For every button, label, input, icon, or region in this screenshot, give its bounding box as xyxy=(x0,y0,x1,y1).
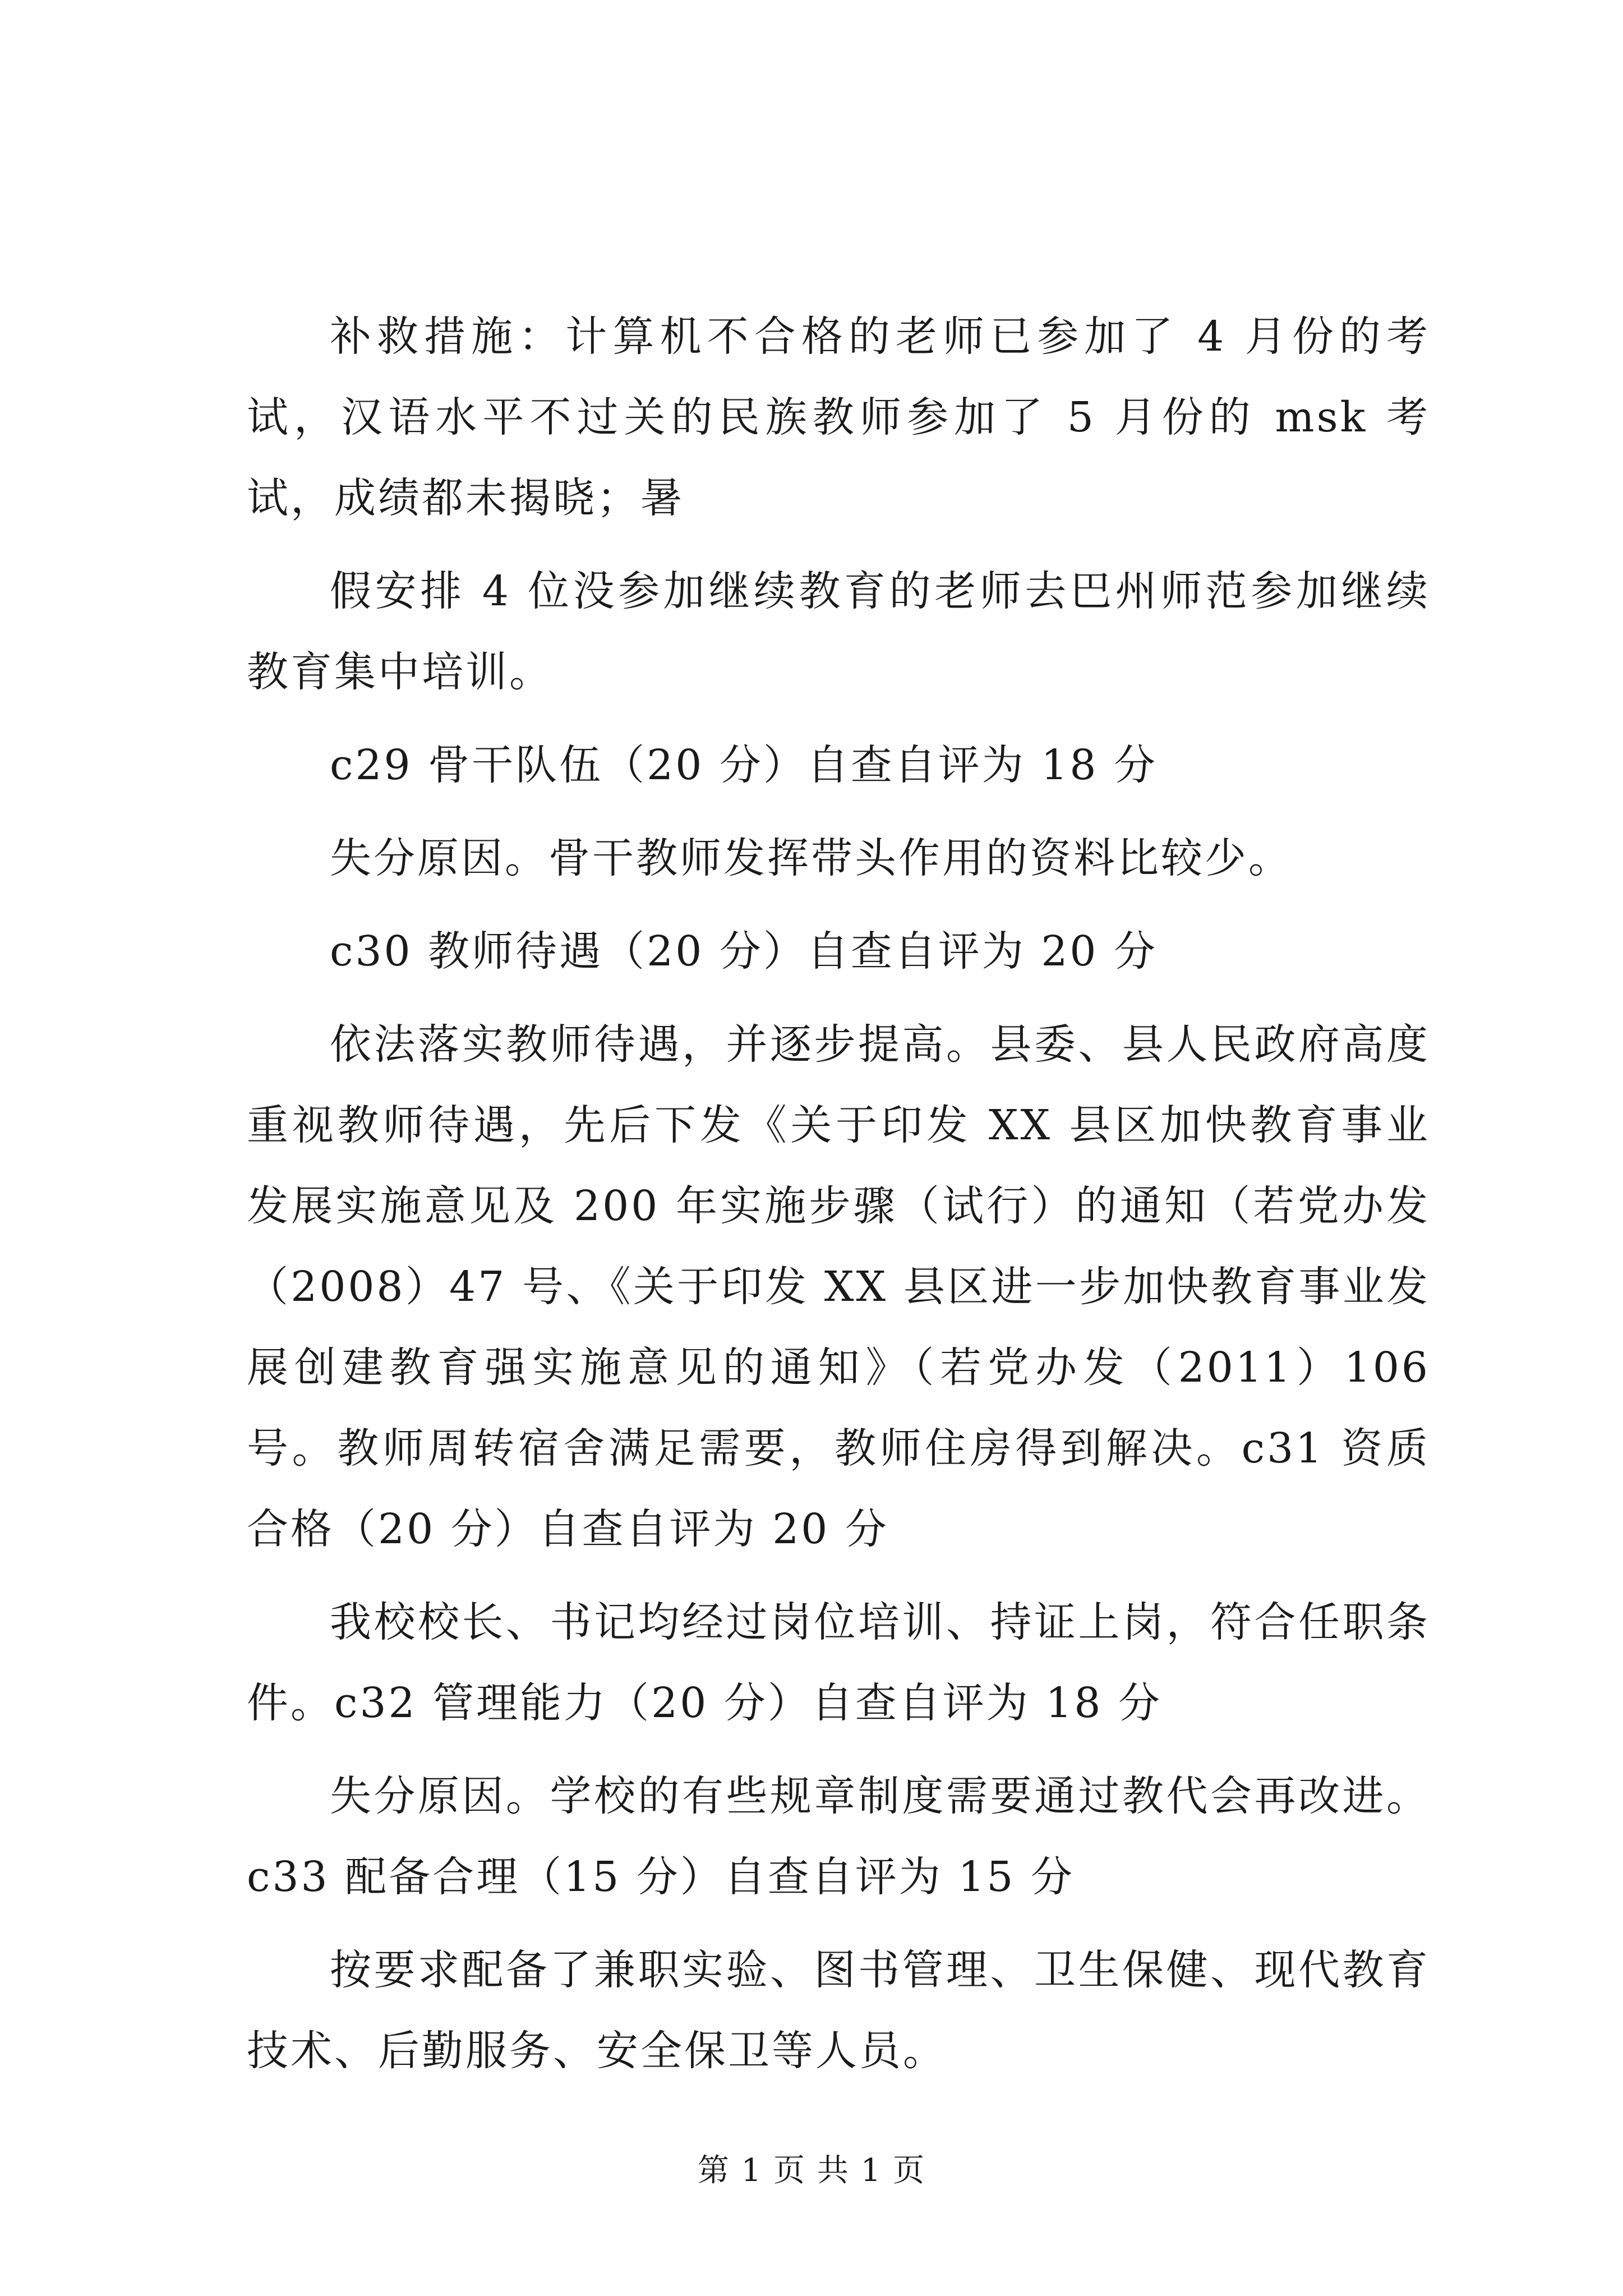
paragraph-c30-heading: c30 教师待遇（20 分）自查自评为 20 分 xyxy=(330,927,1158,976)
document-body xyxy=(247,296,1430,2104)
paragraph-summer-training: 假安排 4 位没参加继续教育的老师去巴州师范参加继续教育集中培训。 xyxy=(247,567,1430,696)
paragraph-c32-loss-reason: 失分原因。学校的有些规章制度需要通过教代会再改进。c33 配备合理（15 分）自查自评为 15 分 xyxy=(247,1772,1430,1901)
paragraph-remedial-measures: 补救措施：计算机不合格的老师已参加了 4 月份的考试，汉语水平不过关的民族教师参加了 5 月份的 msk 考试，成绩都未揭晓；暑 xyxy=(247,312,1430,522)
paragraph-c29-heading: c29 骨干队伍（20 分）自查自评为 18 分 xyxy=(330,741,1158,789)
paragraph-c29-loss-reason: 失分原因。骨干教师发挥带头作用的资料比较少。 xyxy=(330,834,1292,882)
paragraph-principal-qualification: 我校校长、书记均经过岗位培训、持证上岗，符合任职条件。c32 管理能力（20 分）自查自评为 18 分 xyxy=(247,1598,1430,1727)
paragraph-staff-allocation: 按要求配备了兼职实验、图书管理、卫生保健、现代教育技术、后勤服务、安全保卫等人员。 xyxy=(247,1946,1430,2075)
page-footer: 第 1 页 共 1 页 xyxy=(697,2152,926,2189)
paragraph-teacher-treatment: 依法落实教师待遇，并逐步提高。县委、县人民政府高度重视教师待遇，先后下发《关于印发 XX 县区加快教育事业发展实施意见及 200 年实施步骤（试行）的通知（若党办发（2008）47 号、《关于印发 XX 县区进一步加快教育事业发展创建教育强实施意见的通知》（若党办发（2011）106 号。教师周转宿舍满足需要，教师住房得到解决。c31 资质合格（20 分）自查自评为 20 分 xyxy=(247,1020,1430,1553)
